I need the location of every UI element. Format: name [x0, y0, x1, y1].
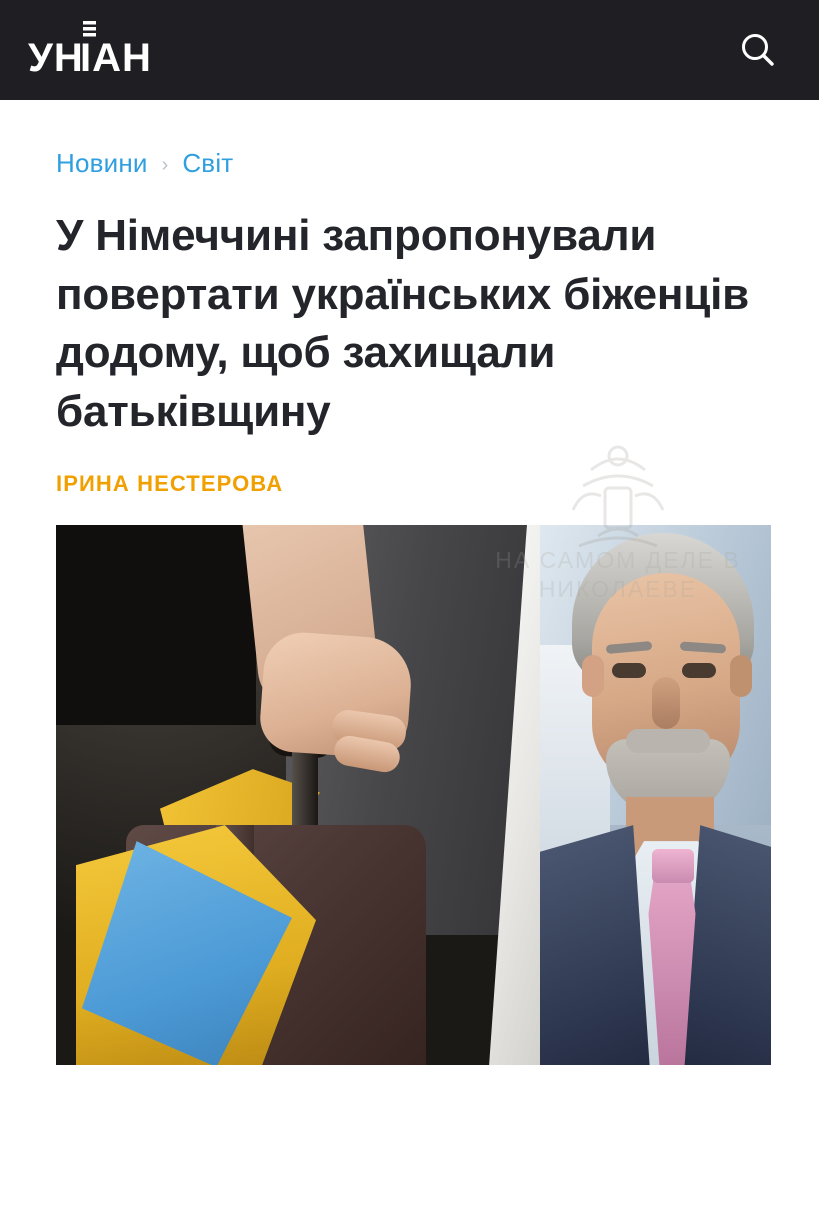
breadcrumb-item-world[interactable]: Світ: [182, 148, 234, 178]
svg-text:ІАН: ІАН: [80, 36, 152, 79]
breadcrumb-item-news[interactable]: Новини: [56, 148, 148, 178]
portrait-eye-right: [682, 663, 716, 678]
unian-logo[interactable]: [28, 21, 152, 79]
article-author[interactable]: ІРИНА НЕСТЕРОВА: [56, 471, 284, 497]
portrait-moustache: [626, 729, 710, 753]
portrait-eye-left: [612, 663, 646, 678]
portrait-jacket-left: [540, 825, 650, 1065]
page-title: У Німеччині запропонували повертати українських біженців додому, щоб захищали батьківщину: [56, 211, 749, 436]
photo-background-dark: [56, 525, 256, 725]
watermark-line-1: НА САМОМ ДЕЛЕ В: [495, 547, 741, 574]
hero-photo-left-suitcase: [56, 525, 526, 1065]
hero-photo-right-portrait: [540, 525, 771, 1065]
article-content: [0, 100, 819, 1065]
breadcrumb-separator: ›: [161, 153, 169, 176]
search-button[interactable]: [731, 23, 785, 77]
site-header: [0, 0, 819, 100]
watermark-line-2: НИКОЛАЕВЕ: [538, 576, 698, 602]
svg-text:УН: УН: [28, 36, 84, 79]
portrait-ear-left: [582, 655, 604, 697]
portrait-ear-right: [730, 655, 752, 697]
search-icon: [738, 30, 778, 70]
portrait-tie-knot: [652, 849, 694, 883]
article-hero-photo[interactable]: [56, 525, 771, 1065]
breadcrumb: [56, 148, 763, 179]
unian-logo-mark: [28, 17, 152, 79]
portrait-nose: [652, 677, 680, 729]
